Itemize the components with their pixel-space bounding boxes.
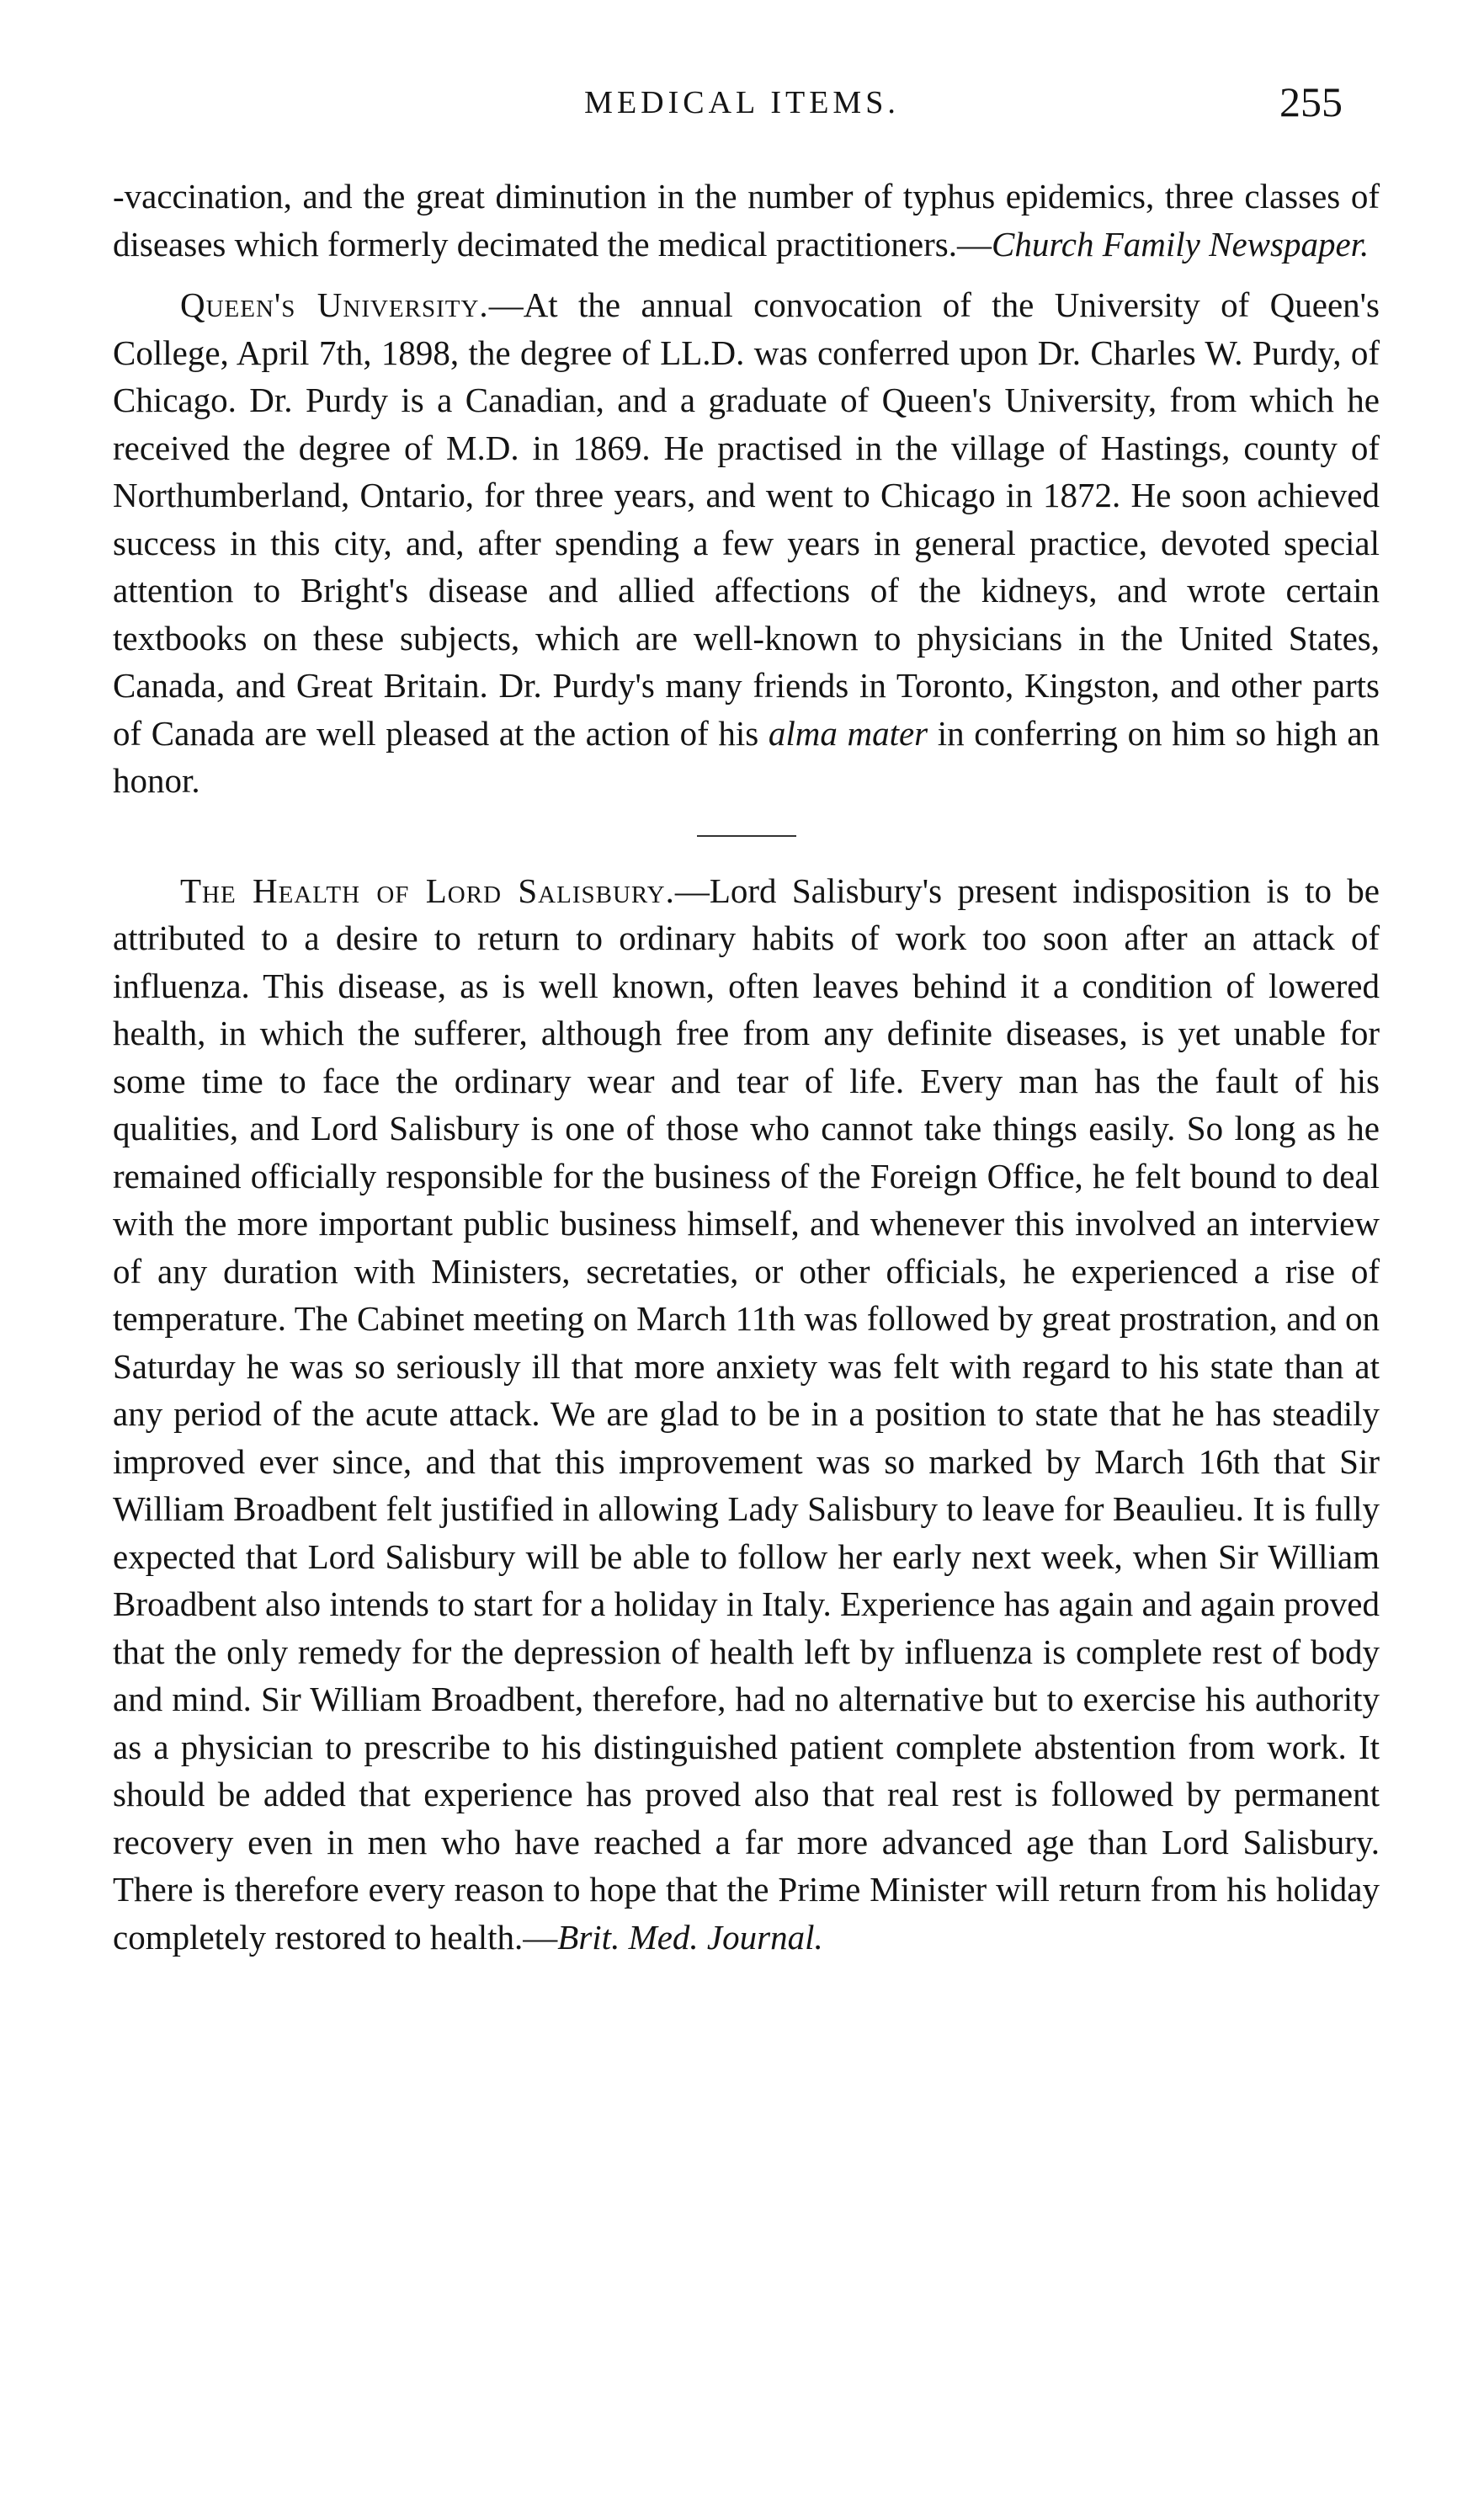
- paragraph-text: —Lord Salisbury's present indisposition is to be attributed to a desire to return to ordinary habits of work too soon after an attack of influenza. This disease, as is well known, often leaves behind it a condition of lowered health, in which the sufferer, although free from any definite diseases, is yet unable for some time to face the ordinary wear and tear of life. Every man has the fault of his qualities, and Lord Salisbury is one of those who cannot take things easily. So long as he remained officially responsible for the business of the Foreign Office, he felt bound to deal with the more important public business himself, and whenever this involved an interview of any duration with Ministers, secretaties, or other officials, he experienced a rise of temperature. The Cabinet meeting on March 11th was followed by great prostration, and on Saturday he was so seriously ill that more anxiety was felt with regard to his state than at any period of the acute attack. We are glad to be in a position to state that he has steadily improved ever since, and that this improvement was so marked by March 16th that Sir William Broadbent felt justified in allowing Lady Salisbury to leave for Beaulieu. It is fully expected that Lord Salisbury will be able to follow her early next week, when Sir William Broadbent also intends to start for a holiday in Italy. Experience has again and again proved that the only remedy for the depression of health left by influenza is complete rest of body and mind. Sir William Broadbent, therefore, had no alternative but to exercise his authority as a physician to prescribe to his distinguished patient complete abstention from work. It should be added that experience has proved also that real rest is followed by permanent recovery even in men who have reached a far more advanced age than Lord Salisbury. There is therefore every reason to hope that the Prime Minister will return from his holiday completely restored to health.—: [113, 871, 1380, 1957]
- italic-phrase: alma mater: [768, 713, 928, 753]
- paragraph-lord-salisbury: [113, 867, 1380, 1962]
- paragraph-vaccination: [113, 173, 1380, 268]
- paragraph-queens-university: [113, 281, 1380, 805]
- section-heading: The Health of Lord Salisbury.: [180, 871, 675, 910]
- paragraph-text: —At the annual convocation of the University of Queen's College, April 7th, 1898, the degree of LL.D. was conferred upon Dr. Charles W. Purdy, of Chicago. Dr. Purdy is a Canadian, and a graduate of Queen's University, from which he received the degree of M.D. in 1869. He practised in the village of Hastings, county of Northumberland, Ontario, for three years, and went to Chicago in 1872. He soon achieved success in this city, and, after spending a few years in general practice, devoted special attention to Bright's disease and allied affections of the kidneys, and wrote certain textbooks on these subjects, which are well-known to physicians in the United States, Canada, and Great Britain. Dr. Purdy's many friends in Toronto, Kingston, and other parts of Canada are well pleased at the action of his: [113, 285, 1380, 753]
- text-column: [113, 173, 1380, 1961]
- running-title: MEDICAL ITEMS.: [584, 85, 900, 120]
- section-heading: Queen's University.: [180, 285, 489, 324]
- paragraph-text: -vaccination, and the great diminution in the number of typhus epidemics, three classes of diseases which formerly decimated the medical practitioners.—: [113, 177, 1380, 264]
- source-citation: Church Family Newspaper.: [991, 224, 1370, 264]
- section-divider: [697, 835, 796, 837]
- source-citation: Brit. Med. Journal.: [557, 1917, 823, 1957]
- page-number: 255: [1279, 78, 1343, 125]
- running-head: [0, 77, 1484, 136]
- paragraph-text-end: in conferring on him so high an honor.: [113, 713, 1380, 800]
